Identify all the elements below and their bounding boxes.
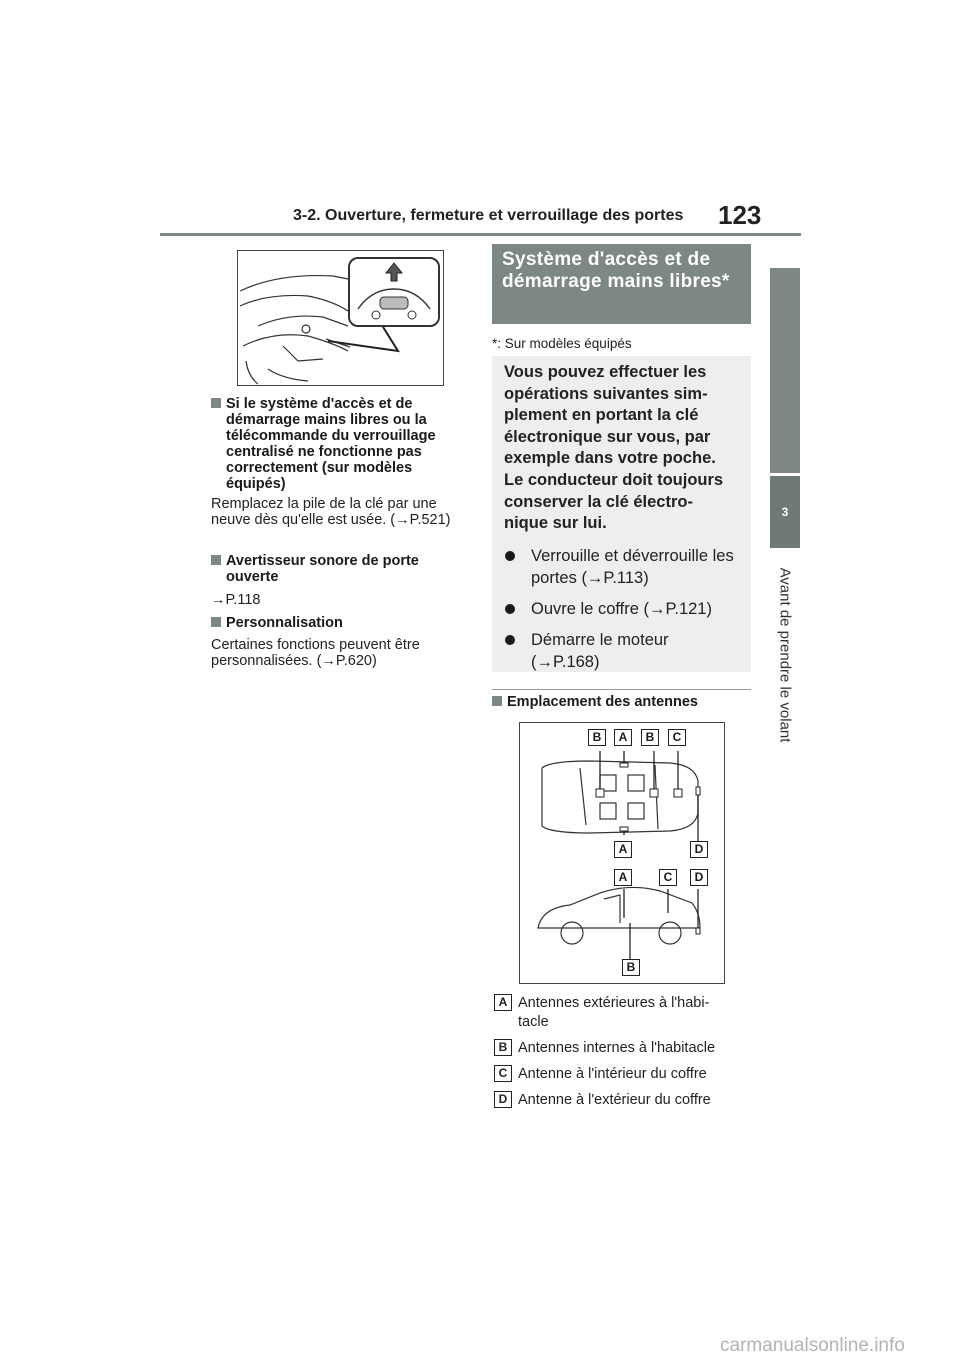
bullet-icon xyxy=(505,551,515,561)
section-body-battery: Remplacez la pile de la clé par une neuve dès qu'elle est usée. (→P.521) xyxy=(211,496,451,528)
features-box xyxy=(492,356,751,672)
section-heading-battery-text: Si le système d'accès et de démarrage mains libres ou la télécommande du verrouillage centralisé ne fonctionne pas correctement (sur modèles équipés) xyxy=(226,396,436,492)
arrow-up-icon xyxy=(386,263,402,281)
section-marker-icon xyxy=(211,617,221,627)
page-number: 123 xyxy=(718,200,762,230)
label-b: B xyxy=(588,729,606,746)
divider xyxy=(492,689,751,690)
feature-item-text: Verrouille et déverrouille les portes (→P.113) xyxy=(531,546,734,587)
side-tab-number xyxy=(770,476,800,548)
label-a: A xyxy=(614,729,632,746)
antenna-diagram xyxy=(519,722,725,984)
side-tab-label-text: Avant de prendre le volant xyxy=(776,567,794,743)
legend-text: Antenne à l'extérieur du coffre xyxy=(518,1092,711,1108)
feature-item xyxy=(504,545,739,589)
section-marker-icon xyxy=(211,555,221,565)
feature-item-text: Ouvre le coffre (→P.121) xyxy=(531,599,712,618)
label-c: C xyxy=(659,869,677,886)
trunk-open-button-inset xyxy=(350,259,438,325)
feature-item-text: Démarre le moteur (→P.168) xyxy=(531,630,669,671)
legend-key: A xyxy=(494,994,512,1011)
feature-item xyxy=(504,598,739,620)
zoom-inset xyxy=(348,257,440,327)
bullet-icon xyxy=(505,635,515,645)
legend-key: B xyxy=(494,1039,512,1056)
section-body-customization: Certaines fonctions peuvent être personnalisées. (→P.620) xyxy=(211,637,420,669)
header-rule xyxy=(160,233,801,236)
label-a: A xyxy=(614,841,632,858)
label-b: B xyxy=(641,729,659,746)
side-tab-number-text: 3 xyxy=(781,505,789,519)
label-c: C xyxy=(668,729,686,746)
label-a: A xyxy=(614,869,632,886)
section-heading-customization-text: Personnalisation xyxy=(226,615,343,631)
label-d: D xyxy=(690,841,708,858)
legend-text: Antennes extérieures à l'habi- tacle xyxy=(518,995,710,1030)
feature-item xyxy=(504,629,739,673)
chapter-title: 3-2. Ouverture, fermeture et verrouillage des portes xyxy=(293,207,684,224)
section-heading-antennas xyxy=(492,694,751,710)
features-lead: Vous pouvez effectuer les opérations suivantes sim- plement en portant la clé électronique sur vous, par exemple dans votre poche. Le conducteur doit toujours conserver la clé électro- nique sur lui. xyxy=(504,363,724,533)
side-tab-strip xyxy=(770,268,800,473)
legend-key: D xyxy=(494,1091,512,1108)
legend-text: Antenne à l'intérieur du coffre xyxy=(518,1066,707,1082)
trunk-illustration xyxy=(237,250,444,386)
equipped-note: *: Sur modèles équipés xyxy=(492,336,632,351)
section-heading-antennas-text: Emplacement des antennes xyxy=(507,694,698,710)
legend-key: C xyxy=(494,1065,512,1082)
section-body-door-alarm: →P.118 xyxy=(211,592,261,608)
section-marker-icon xyxy=(492,696,502,706)
label-d: D xyxy=(690,869,708,886)
section-heading-door-alarm-text: Avertisseur sonore de porte ouverte xyxy=(226,553,419,585)
label-b: B xyxy=(622,959,640,976)
section-heading-battery xyxy=(211,396,471,492)
section-marker-icon xyxy=(211,398,221,408)
section-heading-door-alarm xyxy=(211,553,471,585)
side-tab-label xyxy=(771,552,799,758)
legend-text: Antennes internes à l'habitacle xyxy=(518,1040,716,1056)
bullet-icon xyxy=(505,604,515,614)
watermark: carmanualsonline.info xyxy=(720,1335,905,1356)
section-heading-customization xyxy=(211,615,471,631)
smart-key-title: Système d'accès et de démarrage mains libres* xyxy=(492,244,751,324)
